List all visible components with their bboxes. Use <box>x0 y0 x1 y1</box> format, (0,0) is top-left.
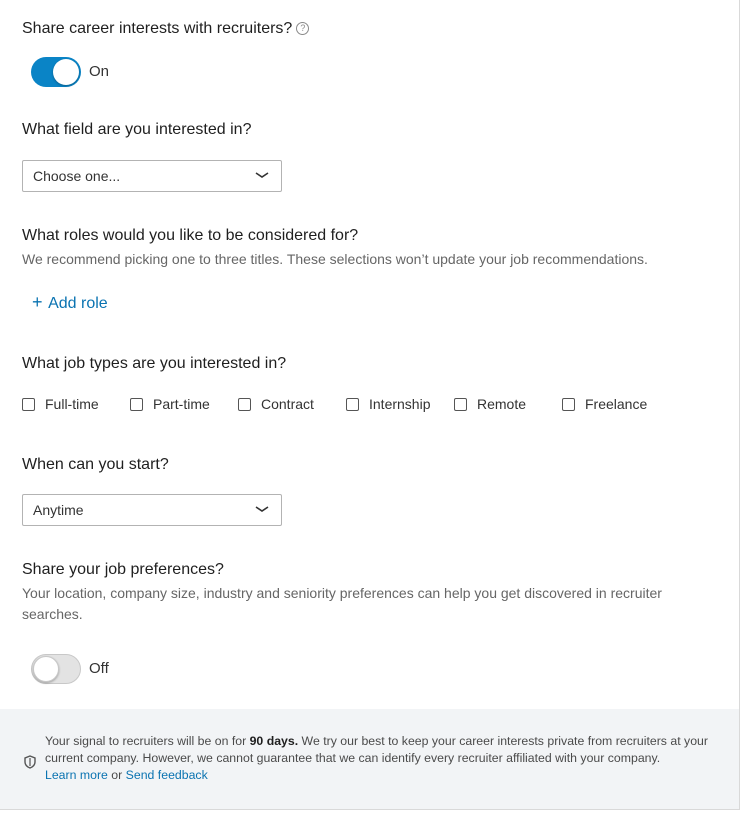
help-icon[interactable]: ? <box>296 22 309 35</box>
privacy-note <box>45 733 715 784</box>
field-heading: What field are you interested in? <box>22 121 252 138</box>
checkbox-label: Internship <box>369 396 431 412</box>
checkbox-internship[interactable] <box>346 396 430 412</box>
checkbox-label: Freelance <box>585 396 648 412</box>
field-select-value: Choose one... <box>33 168 121 184</box>
checkbox-contract[interactable] <box>238 396 314 412</box>
checkbox-box[interactable] <box>454 398 467 411</box>
plus-icon: + <box>32 292 43 312</box>
checkbox-remote[interactable] <box>454 396 526 412</box>
preferences-subtext: Your location, company size, industry and seniority preferences can help you get discovered in recruiter searches. <box>22 585 662 622</box>
roles-heading: What roles would you like to be considered for? <box>22 227 359 244</box>
preferences-heading: Share your job preferences? <box>22 561 224 578</box>
share-interests-heading <box>22 20 309 38</box>
checkbox-full-time[interactable] <box>22 396 99 412</box>
share-interests-heading-text: Share career interests with recruiters? <box>22 20 293 37</box>
checkbox-box[interactable] <box>238 398 251 411</box>
roles-subtext: We recommend picking one to three titles. These selections won’t update your job recommendations. <box>22 251 648 267</box>
shield-icon <box>24 755 36 769</box>
toggle-knob <box>33 656 59 682</box>
preferences-toggle-state: Off <box>89 660 109 677</box>
add-role-label: Add role <box>48 295 108 312</box>
send-feedback-link[interactable]: Send feedback <box>125 768 208 782</box>
privacy-footer <box>0 709 739 809</box>
or-text: or <box>107 768 126 782</box>
checkbox-box[interactable] <box>22 398 35 411</box>
checkbox-label: Contract <box>261 396 314 412</box>
job-types-heading: What job types are you interested in? <box>22 355 287 372</box>
field-select[interactable] <box>22 160 282 192</box>
chevron-down-icon <box>255 504 269 514</box>
preferences-toggle[interactable] <box>31 654 81 684</box>
checkbox-label: Part-time <box>153 396 210 412</box>
checkbox-freelance[interactable] <box>562 396 647 412</box>
toggle-knob <box>53 59 79 85</box>
checkbox-box[interactable] <box>346 398 359 411</box>
note-duration: 90 days. <box>249 734 299 748</box>
checkbox-box[interactable] <box>562 398 575 411</box>
start-heading: When can you start? <box>22 456 169 473</box>
start-select[interactable] <box>22 494 282 526</box>
checkbox-label: Full-time <box>45 396 99 412</box>
checkbox-part-time[interactable] <box>130 396 210 412</box>
start-select-value: Anytime <box>33 502 84 518</box>
checkbox-box[interactable] <box>130 398 143 411</box>
add-role-button[interactable] <box>32 292 108 313</box>
chevron-down-icon <box>255 170 269 180</box>
note-text-rest: We try our best to keep your career interests private from recruiters at your current company. However, we cannot guarantee that we can identify every recruiter affiliated with your company. <box>45 734 708 765</box>
share-interests-toggle[interactable] <box>31 57 81 87</box>
learn-more-link[interactable]: Learn more <box>45 768 108 782</box>
share-interests-toggle-state: On <box>89 63 110 80</box>
checkbox-label: Remote <box>477 396 527 412</box>
note-text: Your signal to recruiters will be on for <box>45 734 250 748</box>
